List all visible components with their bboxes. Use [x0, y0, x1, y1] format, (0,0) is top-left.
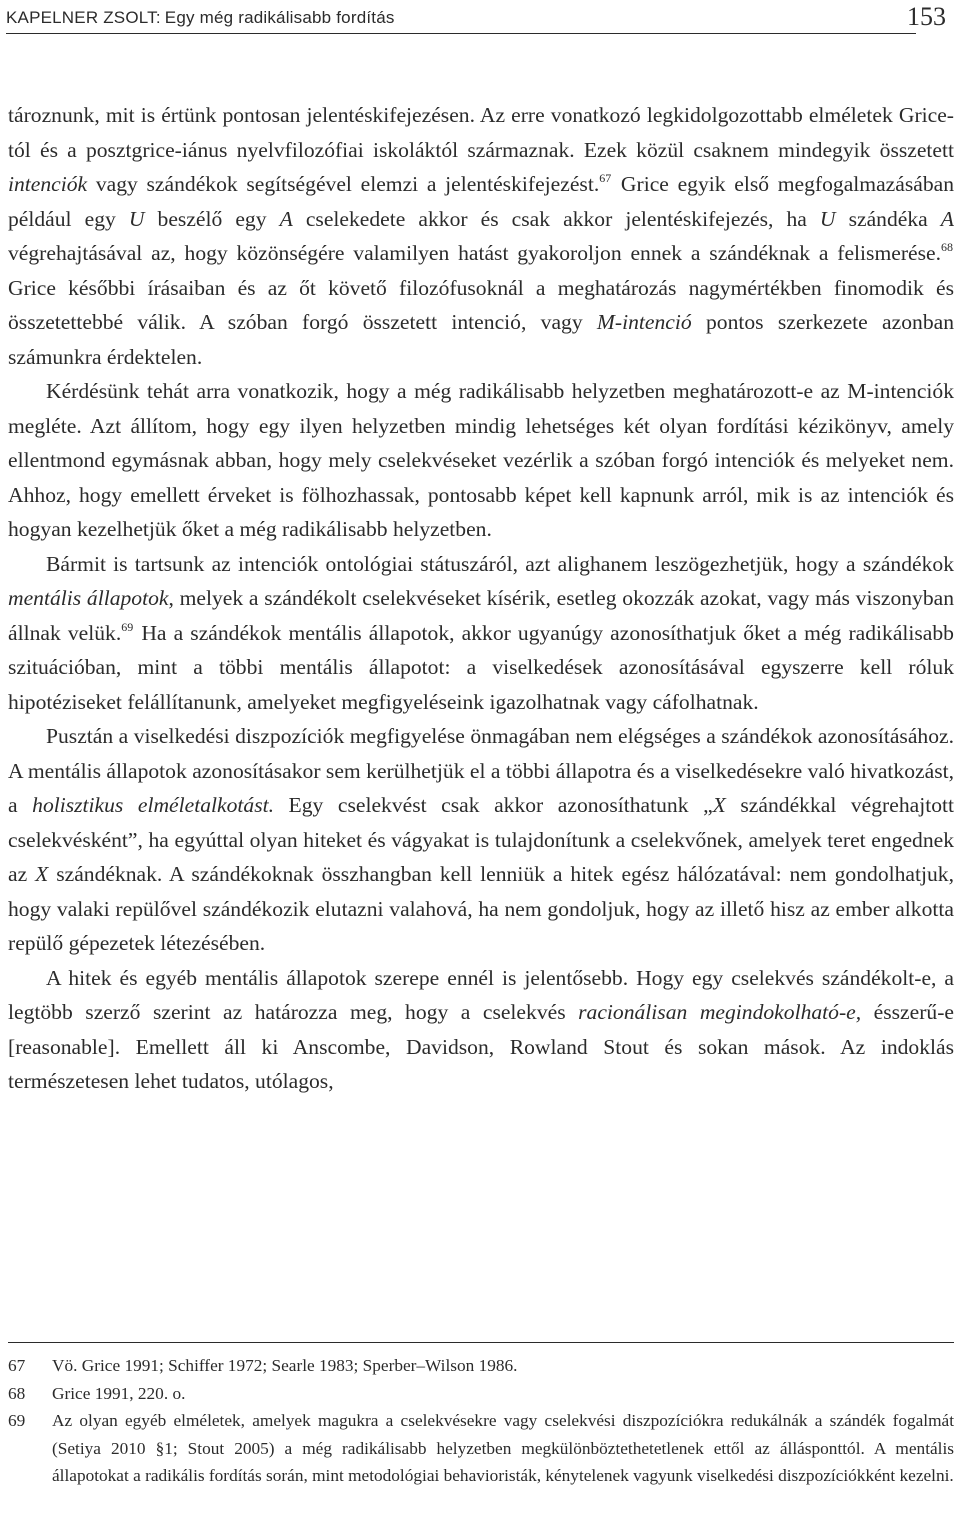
header-rule [6, 33, 916, 34]
text-run: Egy cselekvést csak akkor azonosíthatunk „ [274, 793, 713, 817]
text-run: beszélő egy [144, 206, 280, 231]
italic-text: racionálisan megindokolható-e, [578, 1000, 862, 1024]
running-header [6, 0, 954, 34]
body-text [8, 98, 954, 1099]
footnote-text: Az olyan egyéb elméletek, amelyek magukra a cselekvésekre vagy cselekvési diszpozíciókra redukálnák a szándék fogalmát (Setiya 2010 §1; Stout 2005) a még radikálisabb helyzetben megkülönböztethetetlenek ettől az állásponttól. A mentális állapotokat a radikális fordítás során, mint metodológiai behavioristák, kénytelenek vagyunk viselkedési diszpozíciókként kezelni. [52, 1411, 954, 1485]
text-run: , melyek a szándékolt cselekvéseket kísérik, esetleg okozzák azokat, vagy más viszonyban állnak velük. [8, 586, 955, 645]
text-run: Grice későbbi írásaiban és az őt követő filozófusoknál a meghatározás nagymértékben finomodik és összetettebbé válik. A szóban forgó összetett intenció, vagy [8, 275, 954, 334]
italic-text: X [35, 862, 49, 886]
footnote-ref: 68 [941, 240, 953, 254]
text-run: cselekedete akkor és csak akkor jelentéskifejezés, ha [292, 206, 820, 231]
header-author: KAPELNER ZSOLT: [6, 8, 161, 27]
footnote [8, 1407, 954, 1490]
footnote [8, 1352, 954, 1380]
footnote-number: 67 [8, 1356, 26, 1375]
text-run: tároznunk, mit is értünk pontosan jelentéskifejezésen. Az erre vonatkozó legkidolgozottabb elméletek Grice-tól és a posztgrice-iánus nyelvfilozófiai iskoláktól származnak. Ezek közül csaknem mindegyik összetett [8, 103, 954, 162]
italic-text: U [128, 206, 145, 231]
paragraph [8, 374, 954, 547]
footnotes [8, 1352, 954, 1490]
footnote-rule [8, 1342, 954, 1343]
text-run: Grice egyik első megfogalmazásában például egy [8, 172, 954, 231]
italic-text: M-intenció [596, 310, 692, 334]
text-run: Bármit is tartsunk az intenciók ontológiai státuszáról, azt alighanem leszögezhetjük, hogy a szándékok [46, 551, 954, 576]
italic-text: mentális állapotok [8, 586, 169, 610]
text-run: végrehajtásával az, hogy közönségére valamilyen hatást gyakoroljon ennek a szándéknak a felismerése. [8, 241, 941, 265]
text-run: szándéka [835, 206, 941, 231]
text-run: Kérdésünk tehát arra vonatkozik, hogy a még radikálisabb helyzetben meghatározott-e az M-intenciók megléte. Azt állítom, hogy egy ilyen helyzetben mindig lehetséges két olyan fordítási kézikönyv, amely ellentmond egymásnak abban, hogy mely cselekvéseket vezérlik a szóban forgó intenciók és melyeket nem. Ahhoz, hogy emellett érveket is fölhozhassak, pontosabb képet kell kapnunk arról, mik is az intenciók és hogyan kezelhetjük őket a még radikálisabb helyzetben. [8, 379, 954, 541]
running-title [6, 8, 395, 28]
text-run: Pusztán a viselkedési diszpozíciók megfigyelése önmagában nem elégséges a szándékok azonosításához. A mentális állapotok azonosításakor sem kerülhetjük el a többi állapotra és a viselkedésekre való hivatkozást, a [8, 724, 954, 817]
text-run: A hitek és egyéb mentális állapotok szerepe ennél is jelentősebb. Hogy egy cselekvés szándékolt-e, a legtöbb szerző szerint az határozza meg, hogy a cselekvés [8, 965, 954, 1024]
paragraph [8, 719, 954, 961]
footnote-number: 68 [8, 1383, 26, 1403]
paragraph [8, 547, 954, 720]
footnote-ref: 67 [599, 171, 612, 185]
text-run: pontos szerkezete azonban számunkra érdektelen. [8, 310, 954, 369]
italic-text: A [279, 206, 293, 231]
paragraph [8, 961, 954, 1099]
header-title: Egy még radikálisabb fordítás [164, 8, 395, 27]
text-run: vagy szándékok segítségével elemzi a jelentéskifejezést. [87, 172, 600, 196]
footnote-number: 69 [8, 1411, 26, 1430]
text-run: ésszerű-e [reasonable]. Emellett áll ki Anscombe, Davidson, Rowland Stout és sokan mások. Az indoklás természetesen lehet tudatos, utólagos, [8, 1000, 954, 1093]
footnote-text: Grice 1991, 220. o. [52, 1383, 186, 1403]
page-number: 153 [907, 2, 946, 31]
paragraph [8, 98, 954, 374]
footnote [8, 1380, 954, 1408]
text-run: szándéknak. A szándékoknak összhangban kell lenniük a hitek egész hálózatával: nem gondolhatjuk, hogy valaki repülővel szándékozik elutazni valahová, ha nem gondoljuk, hogy az illető hisz az ember alkotta repülő gépezetek létezésében. [8, 862, 954, 955]
footnote-text: Vö. Grice 1991; Schiffer 1972; Searle 1983; Sperber–Wilson 1986. [52, 1356, 518, 1375]
italic-text: X [712, 793, 726, 817]
italic-text: U [819, 206, 836, 231]
italic-text: holisztikus elméletalkotást. [32, 793, 274, 817]
italic-text: A [940, 206, 954, 231]
italic-text: intenciók [8, 172, 88, 196]
footnote-ref: 69 [121, 619, 134, 634]
text-run: Ha a szándékok mentális állapotok, akkor ugyanúgy azonosíthatjuk őket a még radikálisabb szituációban, mint a többi mentális állapotot: a viselkedések azonosításával egyszerre kell róluk hipotéziseket felállítanunk, amelyeket megfigyeléseink igazolhatnak vagy cáfolhatnak. [8, 620, 954, 714]
text-run: szándékkal végrehajtott cselekvésként”, ha egyúttal olyan hiteket és vágyakat is tulajdonítunk a cselekvőnek, amelyek teret engednek az [8, 793, 955, 886]
